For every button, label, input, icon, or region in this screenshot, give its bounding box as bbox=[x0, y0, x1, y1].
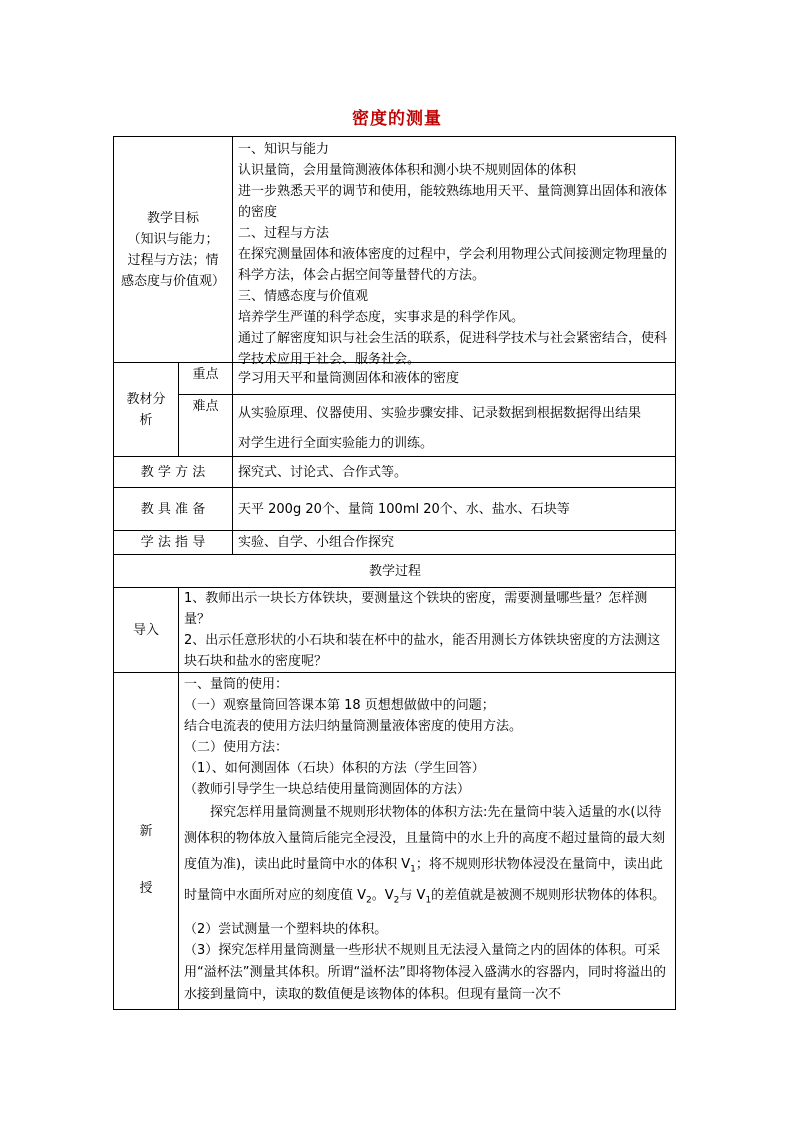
new-lesson-line: （教师引导学生一块总结使用量筒测固体的方法） bbox=[184, 782, 471, 797]
difficulty-text: 对学生进行全面实验能力的训练。 bbox=[238, 436, 434, 451]
analysis-label-line: 析 bbox=[139, 412, 153, 428]
objectives-label-line: 感态度与价值观） bbox=[120, 273, 225, 289]
para-text: 与 V bbox=[399, 887, 426, 903]
objectives-line: 进一步熟悉天平的调节和使用，能较熟练地用天平、量筒测算出固体和液体的密度 bbox=[238, 184, 668, 220]
subscript: 2 bbox=[366, 895, 372, 906]
page-title: 密度的测量 bbox=[352, 109, 442, 129]
intro-line: 1、教师出示一块长方体铁块，要测量这个铁块的密度，需要测量哪些量？怎样测量？ bbox=[184, 591, 648, 627]
intro-content-cell bbox=[178, 587, 676, 672]
difficulty-label-cell bbox=[178, 394, 232, 456]
objectives-content-cell bbox=[232, 136, 676, 367]
intro-label: 导入 bbox=[132, 622, 159, 638]
subscript: 1 bbox=[425, 895, 432, 906]
difficulty-text: 从实验原理、仪器使用、实验步骤安排、记录数据到根据数据得出结果 bbox=[238, 406, 642, 421]
new-lesson-paragraph bbox=[179, 800, 676, 913]
difficulty-label: 难点 bbox=[192, 399, 219, 414]
method-text-cell bbox=[232, 456, 676, 487]
tools-label-cell bbox=[113, 487, 232, 530]
new-lesson-content-cell bbox=[178, 672, 676, 1010]
tools-label: 教 具 准 备 bbox=[140, 501, 206, 517]
method-text: 探究式、讨论式、合作式等。 bbox=[238, 465, 408, 480]
analysis-label-cell bbox=[113, 362, 178, 456]
key-point-label: 重点 bbox=[192, 367, 219, 382]
intro-label-cell bbox=[113, 587, 178, 672]
new-lesson-line: （二）使用方法： bbox=[184, 740, 289, 755]
objectives-line: 二、过程与方法 bbox=[238, 226, 330, 241]
objectives-line: 一、知识与能力 bbox=[238, 142, 330, 157]
para-text: 的差值就是被测不规则形状物体的体积。 bbox=[431, 887, 666, 903]
para-text: 探究怎样用量筒测量不规则形状物体的体积方法:先在量筒中装入适量的水(以待测体积的物体放入量筒后能完全浸没，且量筒中的水上升的高度不超过量筒的最大刻度值为准)，读出此时量筒中水的体积 V bbox=[184, 805, 666, 872]
objectives-line: 在探究测量固体和液体密度的过程中，学会利用物理公式间接测定物理量的科学方法，体会占据空间等量替代的方法。 bbox=[238, 247, 668, 283]
new-lesson-line: （2）尝试测量一个塑料块的体积。 bbox=[184, 922, 388, 938]
objectives-label-line: 教学目标 bbox=[146, 210, 199, 226]
study-text-cell bbox=[232, 530, 676, 554]
objectives-label-cell bbox=[113, 136, 232, 362]
method-label-cell bbox=[113, 456, 232, 487]
para-text: ；将不规则形状物体浸没在量筒中，读出此时量筒中水面所对应的刻度值 V bbox=[184, 857, 663, 903]
study-label-cell bbox=[113, 530, 232, 554]
objectives-line: 认识量筒，会用量筒测液体体积和测小块不规则固体的体积 bbox=[238, 163, 577, 178]
subscript: 1 bbox=[410, 864, 416, 875]
new-lesson-label: 新 bbox=[139, 824, 153, 839]
tools-text: 天平 200g 20个、量筒 100ml 20个、水、盐水、石块等 bbox=[238, 502, 570, 517]
key-point-text: 学习用天平和量筒测固体和液体的密度 bbox=[238, 371, 460, 386]
objectives-line: 三、情感态度与价值观 bbox=[238, 289, 369, 304]
intro-line: 2、出示任意形状的小石块和装在杯中的盐水，能否用测长方体铁块密度的方法测这块石块和盐水的密度呢？ bbox=[184, 633, 661, 669]
objectives-label-line: （知识与能力； bbox=[127, 231, 219, 247]
new-lesson-line: （3）探究怎样用量筒测量一些形状不规则且无法浸入量筒之内的固体的体积。可采用“溢杯法”测量其体积。所谓“溢杯法”即将物体浸入盛满水的容器内，同时将溢出的水接到量筒中，读取的数值便是该物体的体积。但现有量筒一次不 bbox=[184, 943, 666, 1003]
key-point-text-cell bbox=[232, 362, 676, 394]
new-lesson-line: 结合电流表的使用方法归纳量筒测量液体密度的使用方法。 bbox=[184, 719, 523, 734]
objectives-label-line: 过程与方法；情 bbox=[127, 252, 219, 268]
difficulty-text-cell bbox=[232, 394, 676, 456]
new-lesson-label-cell bbox=[113, 672, 178, 1010]
study-label: 学 法 指 导 bbox=[140, 535, 206, 550]
objectives-line: 培养学生严谨的科学态度，实事求是的科学作风。 bbox=[238, 310, 525, 325]
analysis-label-line: 教材分 bbox=[126, 391, 166, 407]
new-lesson-line: （一）观察量筒回答课本第 18 页想想做做中的问题； bbox=[184, 698, 495, 713]
study-text: 实验、自学、小组合作探究 bbox=[238, 535, 395, 550]
key-point-label-cell bbox=[178, 362, 232, 394]
subscript: 2 bbox=[393, 895, 400, 906]
tools-text-cell bbox=[232, 487, 676, 530]
process-header: 教学过程 bbox=[368, 563, 421, 579]
new-lesson-line: 一、量筒的使用： bbox=[184, 677, 289, 692]
para-text: 。V bbox=[371, 887, 394, 903]
objectives-line: 通过了解密度知识与社会生活的联系，促进科学技术与社会紧密结合，使科学技术应用于社会、服务社会。 bbox=[238, 331, 668, 367]
new-lesson-label: 授 bbox=[139, 881, 153, 896]
process-header-cell bbox=[113, 554, 676, 587]
new-lesson-line: （1）、如何测固体（石块）体积的方法（学生回答） bbox=[184, 761, 485, 776]
method-label: 教 学 方 法 bbox=[140, 464, 206, 480]
